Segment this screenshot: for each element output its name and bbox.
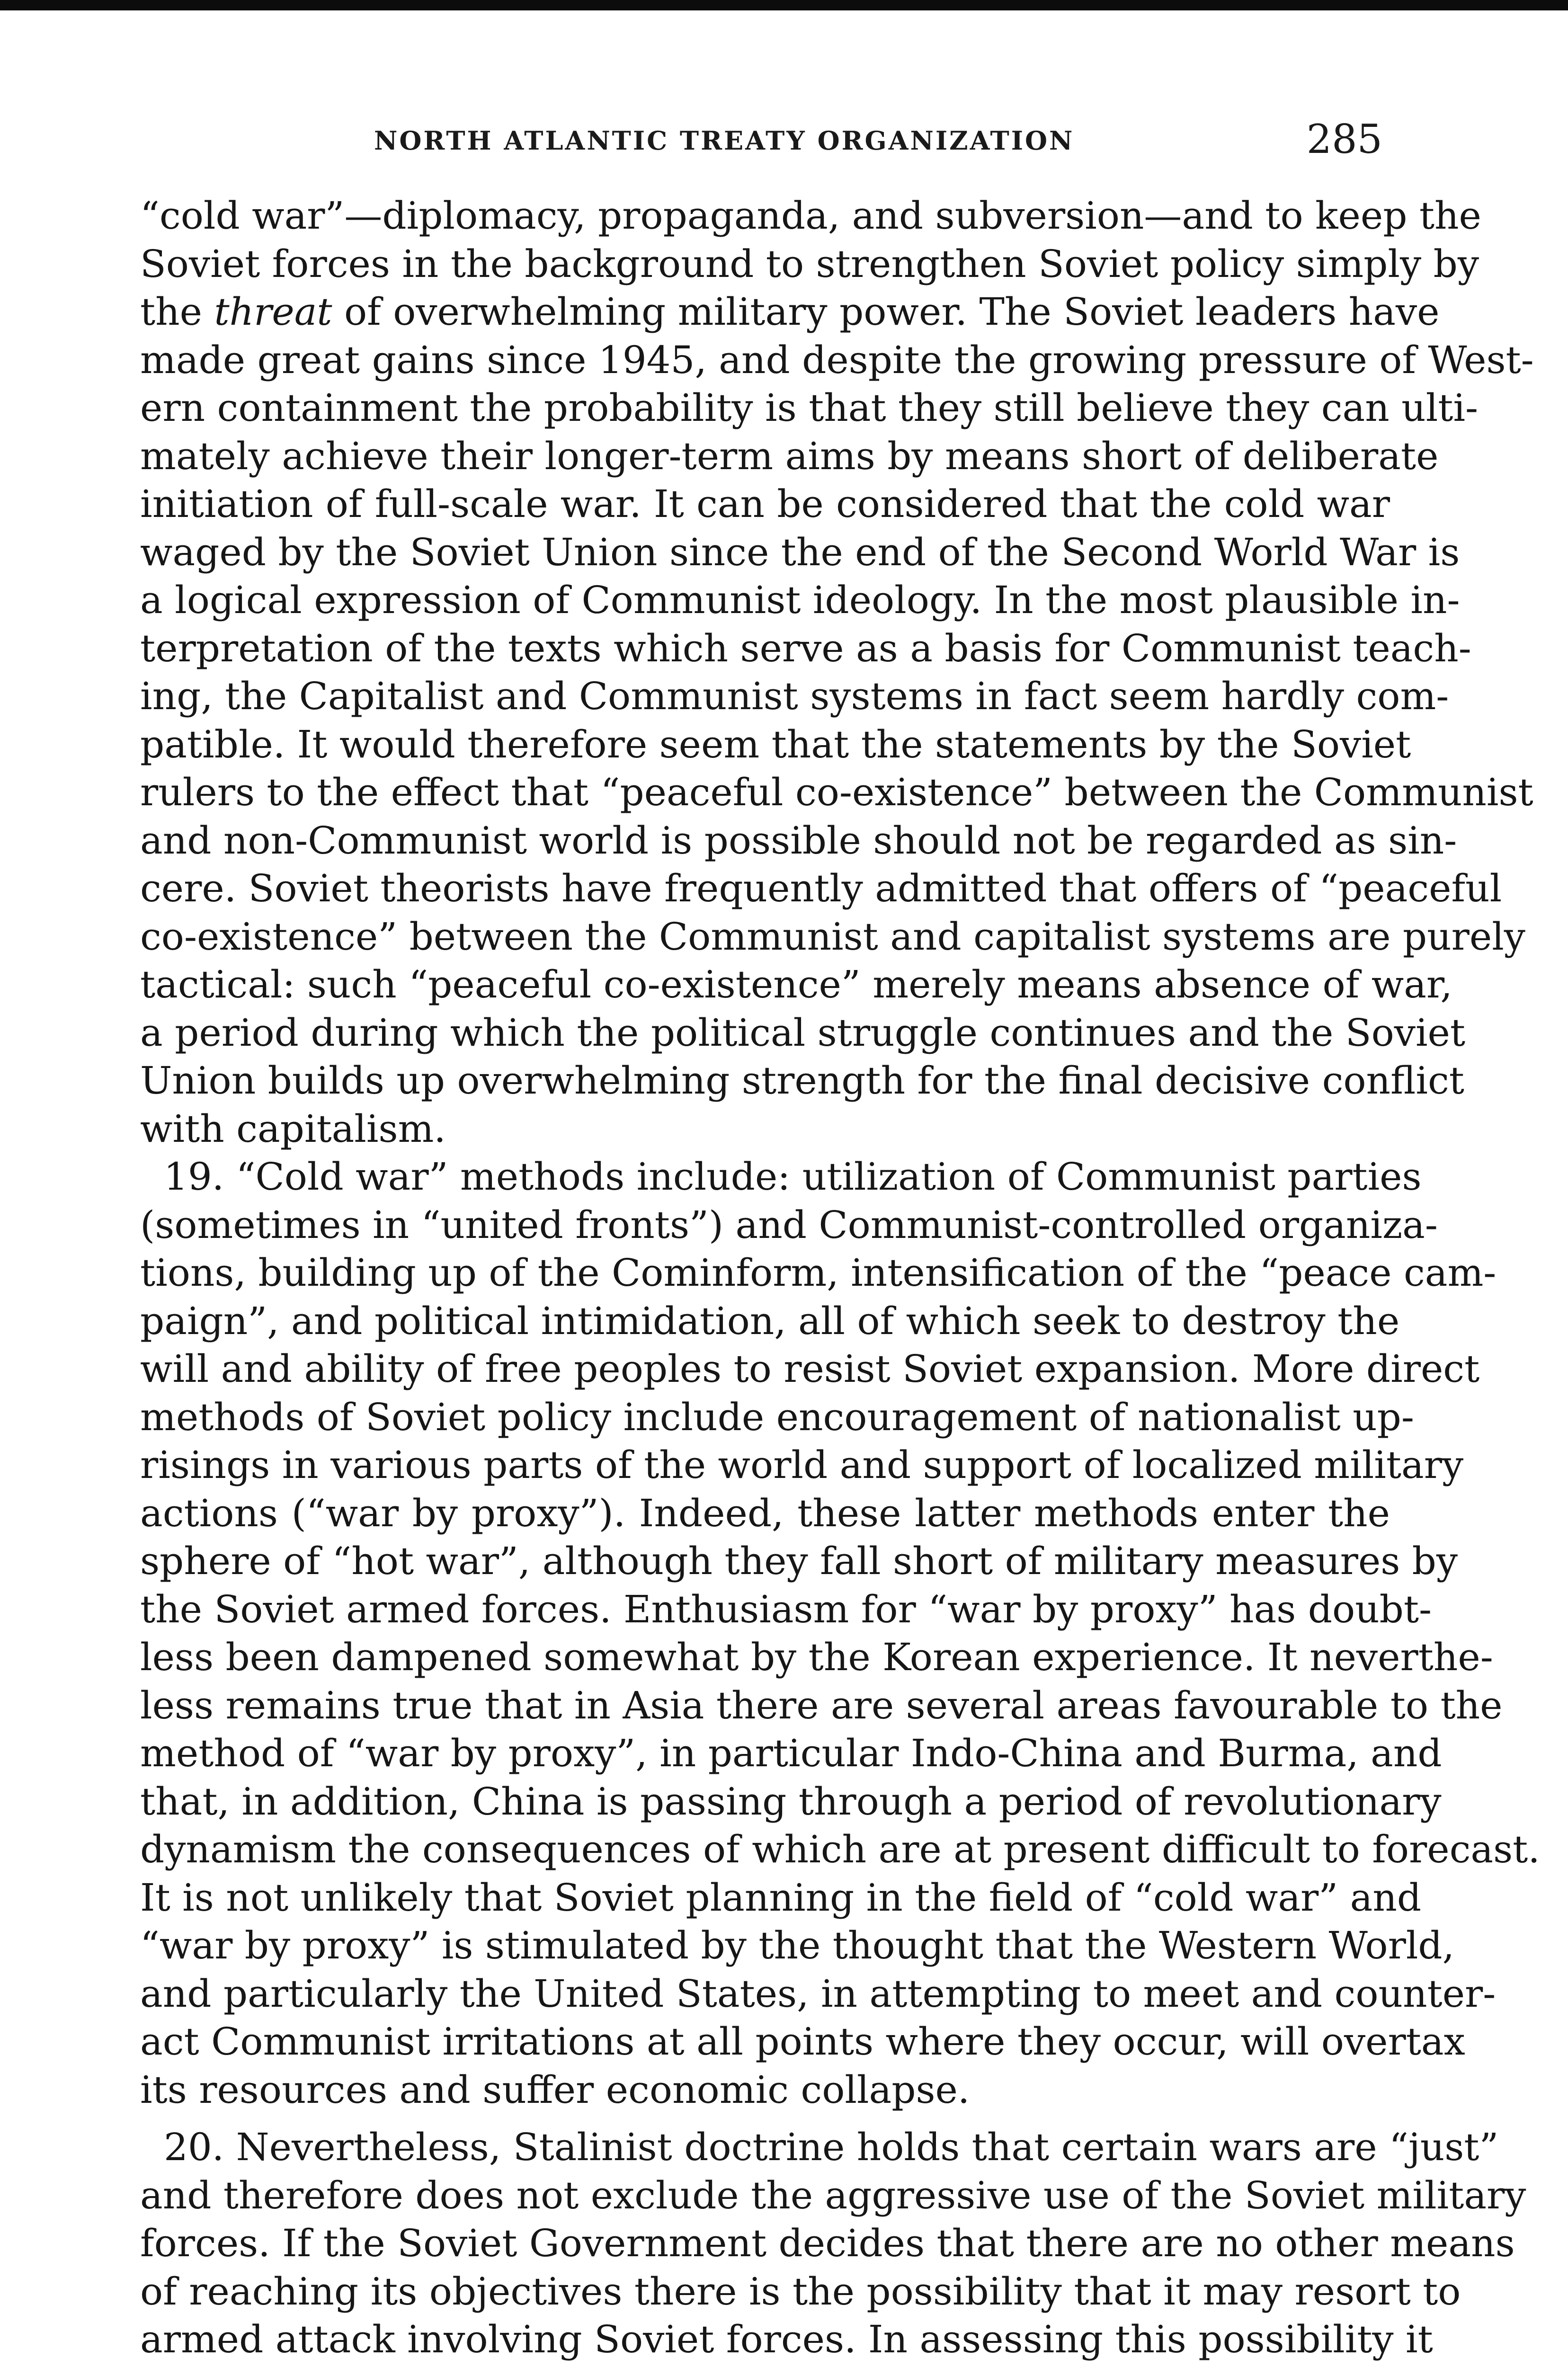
paragraph-19 — [140, 1153, 1540, 2114]
threat-line: the threat of overwhelming military power. The Soviet leaders have — [140, 290, 1440, 334]
text-line: cere. Soviet theorists have frequently admitted that offers of “peaceful — [140, 866, 1502, 910]
text-line: method of “war by proxy”, in particular Indo-China and Burma, and — [140, 1731, 1442, 1775]
text-line: “war by proxy” is stimulated by the thought that the Western World, — [140, 1923, 1455, 1967]
text-line: (sometimes in “united fronts”) and Communist-controlled organiza- — [140, 1202, 1438, 1247]
text-line: of reaching its objectives there is the possibility that it may resort to — [140, 2269, 1461, 2314]
text-line: and non-Communist world is possible should not be regarded as sin- — [140, 818, 1457, 863]
text-line: forces. If the Soviet Government decides that there are no other means — [140, 2221, 1515, 2265]
text-line: Soviet forces in the background to strengthen Soviet policy simply by — [140, 241, 1479, 286]
paragraph-continuation — [140, 192, 1534, 1153]
text-line: made great gains since 1945, and despite the growing pressure of West- — [140, 338, 1534, 382]
text-line: risings in various parts of the world and support of localized military — [140, 1443, 1464, 1487]
text-line: less remains true that in Asia there are several areas favourable to the — [140, 1683, 1503, 1727]
text-line: “cold war”—diplomacy, propaganda, and subversion—and to keep the — [140, 194, 1481, 238]
text-line — [140, 288, 1440, 336]
text-line: ing, the Capitalist and Communist systems in fact seem hardly com- — [140, 674, 1449, 718]
text-line: sphere of “hot war”, although they fall short of military measures by — [140, 1539, 1458, 1583]
text-line: tions, building up of the Cominform, intensification of the “peace cam- — [140, 1251, 1497, 1295]
text-line: It is not unlikely that Soviet planning in the field of “cold war” and — [140, 1875, 1422, 1920]
body-text — [140, 192, 1540, 2364]
text-line: methods of Soviet policy include encouragement of nationalist up- — [140, 1395, 1414, 1439]
top-border-rule — [0, 0, 1568, 10]
text-line: Union builds up overwhelming strength for the final decisive conflict — [140, 1059, 1464, 1103]
text-fragment: ng Soviet forces. In assessing this possibility it — [534, 2317, 1433, 2361]
paragraph-gap — [140, 2114, 1390, 2123]
text-line: rulers to the effect that “peaceful co-existence” between the Communist — [140, 770, 1533, 814]
running-title: NORTH ATLANTIC TREATY ORGANIZATION — [374, 125, 1075, 156]
text-line: will and ability of free peoples to resist Soviet expansion. More direct — [140, 1347, 1480, 1391]
text-line: ern containment the probability is that they still believe they can ulti- — [140, 386, 1479, 430]
text-line: the Soviet armed forces. Enthusiasm for “war by proxy” has doubt- — [140, 1587, 1432, 1631]
text-line: less been dampened somewhat by the Korean experience. It neverthe- — [140, 1635, 1493, 1679]
text-line: terpretation of the texts which serve as a basis for Communist teach- — [140, 626, 1471, 670]
text-line: waged by the Soviet Union since the end of the Second World War is — [140, 530, 1460, 574]
text-line: a period during which the political struggle continues and the Soviet — [140, 1010, 1466, 1055]
text-line: co-existence” between the Communist and capitalist systems are purely — [140, 914, 1525, 959]
text-line: actions (“war by proxy”). Indeed, these latter methods enter the — [140, 1491, 1390, 1535]
text-line: its resources and suffer economic collapse. — [140, 2067, 970, 2112]
text-line — [140, 2315, 1433, 2364]
text-fragment: armed attack involvi — [140, 2317, 534, 2361]
running-head — [142, 116, 1392, 168]
text-line: that, in addition, China is passing through a period of revolutionary — [140, 1779, 1442, 1824]
text-line: a logical expression of Communist ideology. In the most plausible in- — [140, 578, 1460, 622]
text-line: paign”, and political intimidation, all of which seek to destroy the — [140, 1299, 1400, 1343]
text-line: initiation of full-scale war. It can be considered that the cold war — [140, 482, 1390, 526]
text-line: patible. It would therefore seem that the statements by the Soviet — [140, 722, 1411, 766]
paragraph-20 — [140, 2123, 1526, 2364]
text-line: with capitalism. — [140, 1106, 446, 1151]
text-line: dynamism the consequences of which are at present difficult to forecast. — [140, 1827, 1540, 1871]
text-line: and therefore does not exclude the aggressive use of the Soviet military — [140, 2173, 1526, 2217]
text-line: 20. Nevertheless, Stalinist doctrine holds that certain wars are “just” — [164, 2125, 1499, 2169]
text-line: tactical: such “peaceful co-existence” merely means absence of war, — [140, 962, 1452, 1006]
text-line: 19. “Cold war” methods include: utilization of Communist parties — [164, 1155, 1422, 1199]
text-line: act Communist irritations at all points where they occur, will overtax — [140, 2020, 1465, 2064]
text-line: mately achieve their longer-term aims by means short of deliberate — [140, 434, 1439, 478]
text-line: and particularly the United States, in attempting to meet and counter- — [140, 1971, 1496, 2016]
page-number: 285 — [1306, 116, 1382, 162]
